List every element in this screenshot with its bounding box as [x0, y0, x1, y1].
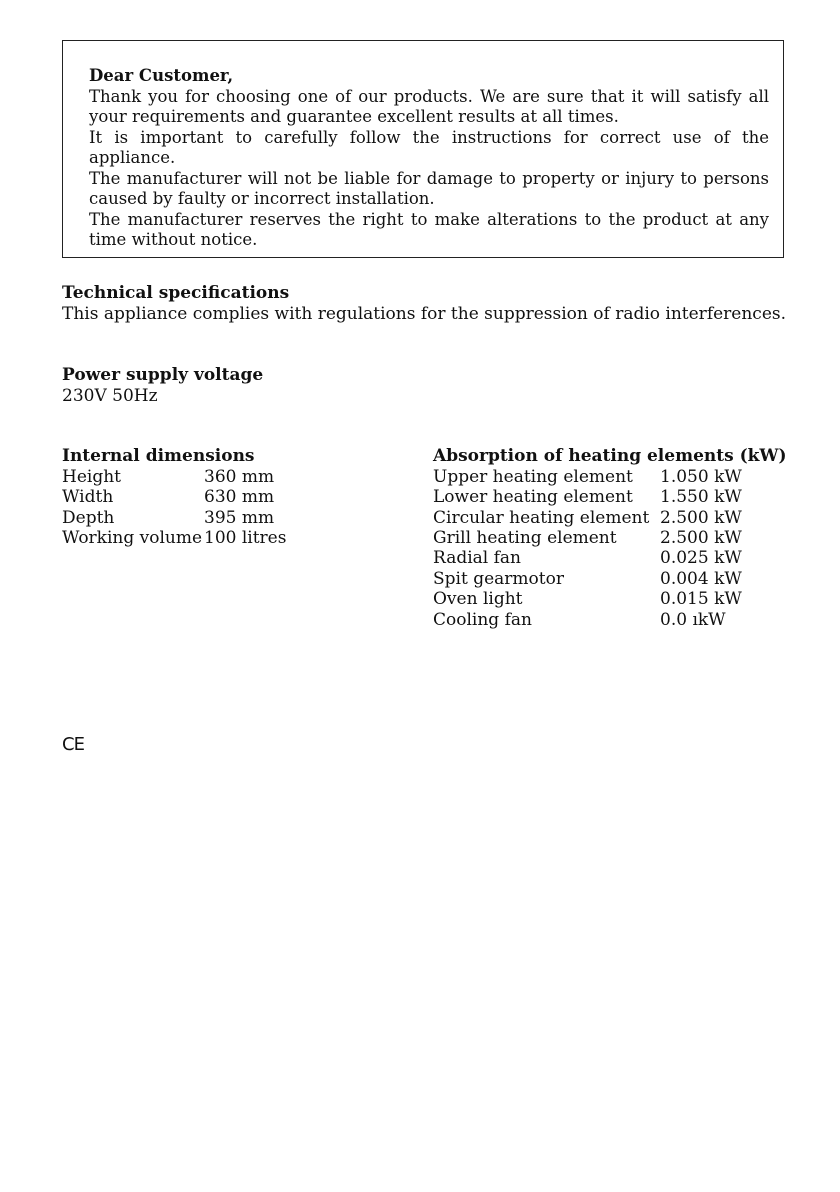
- notice-text: [89, 66, 769, 251]
- dimension-label: Width: [62, 487, 114, 507]
- power-title: Power supply voltage: [62, 365, 264, 385]
- absorption-value: 0.015 kW: [660, 589, 742, 609]
- absorption-value: 0.004 kW: [660, 569, 742, 589]
- absorption-value: 0.025 kW: [660, 548, 742, 568]
- notice-line: The manufacturer will not be liable for damage to property or injury to persons caused by faulty or incorrect installation.: [89, 168, 769, 208]
- dimension-label: Depth: [62, 508, 115, 528]
- dimension-label: Height: [62, 467, 121, 487]
- dimension-value: 360 mm: [204, 467, 275, 487]
- absorption-value: 1.550 kW: [660, 487, 742, 507]
- notice-line: It is important to carefully follow the instructions for correct use of the appliance.: [89, 127, 769, 167]
- notice-heading: Dear Customer,: [89, 66, 234, 85]
- absorption-value: 2.500 kW: [660, 528, 742, 548]
- notice-line: Thank you for choosing one of our products. We are sure that it will satisfy all your requirements and guarantee excellent results at all times.: [89, 86, 769, 126]
- absorption-label: Upper heating element: [433, 467, 633, 487]
- absorption-label: Oven light: [433, 589, 523, 609]
- dimension-value: 100 litres: [204, 528, 287, 548]
- technical-title: Technical specifications: [62, 283, 290, 303]
- dimension-value: 395 mm: [204, 508, 275, 528]
- absorption-label: Circular heating element: [433, 508, 650, 528]
- absorption-value: 0.0 ıkW: [660, 610, 726, 630]
- technical-text: This appliance complies with regulations for the suppression of radio interferences.: [62, 304, 787, 324]
- dimension-label: Working volume: [62, 528, 203, 548]
- ce-mark: CE: [62, 734, 84, 755]
- absorption-label: Grill heating element: [433, 528, 617, 548]
- dimensions-title: Internal dimensions: [62, 446, 255, 466]
- absorption-label: Spit gearmotor: [433, 569, 564, 589]
- absorption-label: Cooling fan: [433, 610, 532, 630]
- absorption-title: Absorption of heating elements (kW): [433, 446, 787, 466]
- absorption-value: 2.500 kW: [660, 508, 742, 528]
- absorption-value: 1.050 kW: [660, 467, 742, 487]
- dimension-value: 630 mm: [204, 487, 275, 507]
- notice-line: The manufacturer reserves the right to make alterations to the product at any time without notice.: [89, 209, 769, 249]
- power-value: 230V 50Hz: [62, 386, 158, 406]
- absorption-label: Lower heating element: [433, 487, 633, 507]
- absorption-label: Radial fan: [433, 548, 521, 568]
